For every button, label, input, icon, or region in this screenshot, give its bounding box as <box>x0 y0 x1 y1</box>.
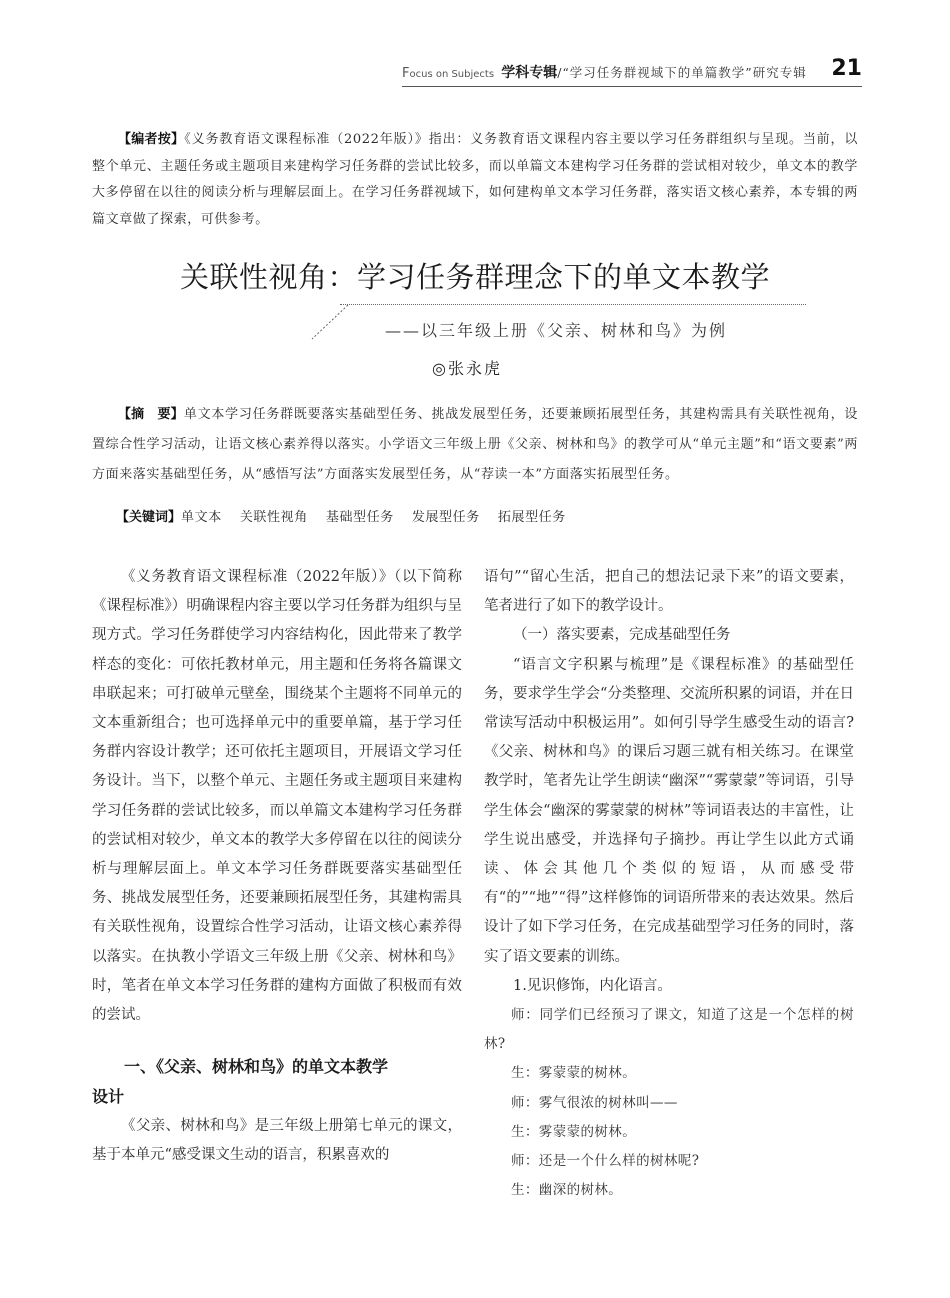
column-name: 学科专辑 <box>501 65 558 81</box>
dialogue-line: 师：还是一个什么样的树林呢? <box>511 1153 700 1170</box>
keyword: 基础型任务 <box>325 510 394 525</box>
keyword: 关联性视角 <box>239 510 308 525</box>
intro-paragraph: 《义务教育语文课程标准（2022年版）》（以下简称《课程标准》）明确课程内容主要以学习任务群为组织与呈现方式。学习任务群使学习内容结构化，因此带来了教学样态的变化：可依托教材单元，用主题和任务将各篇课文串联起来；可打破单元壁垒，围绕某个主题将不同单元的文本重新组合；也可选择单元中的重要单篇，基于学习任务群内容设计教学；还可依托主题项目，开展语文学习任务设计。当下，以整个单元、主题任务或主题项目来建构学习任务群的尝试比较多，而以单篇文本建构学习任务群的尝试相对较少，单文本的教学大多停留在以往的阅读分析与理解层面上。单文本学习任务群既要落实基础型任务、挑战发展型任务，还要兼顾拓展型任务，其建构需具有关联性视角，设置综合性学习活动，让语文核心素养得以落实。在执教小学语文三年级上册《父亲、树林和鸟》时，笔者在单文本学习任务群的建构方面做了积极而有效的尝试。 <box>92 569 462 1024</box>
left-column <box>92 563 462 1171</box>
continued-paragraph: 语句”“留心生活，把自己的想法记录下来”的语文要素，笔者进行了如下的教学设计。 <box>484 569 854 615</box>
editor-note-label: 【编者按】 <box>118 132 185 147</box>
editor-note <box>92 127 858 233</box>
dialogue-line: 生：雾蒙蒙的树林。 <box>511 1123 637 1140</box>
abstract <box>92 400 858 490</box>
title-rule <box>340 304 806 305</box>
title-slash-decoration <box>310 304 350 340</box>
running-header <box>402 56 862 87</box>
dialogue-line: 生：雾蒙蒙的树林。 <box>511 1065 637 1082</box>
dialogue-line: 师：雾气很浓的树林叫—— <box>511 1094 678 1111</box>
keywords-label: 【关键词】 <box>116 510 182 525</box>
section-heading: 一、《父亲、树林和鸟》的单文本教学 设计 <box>92 1057 389 1107</box>
subheading: （一）落实要素，完成基础型任务 <box>513 627 731 644</box>
task-heading: 1.见识修饰，内化语言。 <box>513 977 672 994</box>
series-name: /“学习任务群视域下的单篇教学”研究专辑 <box>557 65 807 80</box>
article-subtitle: ——以三年级上册《父亲、树林和鸟》为例 <box>385 321 728 340</box>
focus-on-subjects-label: Focus on Subjects <box>402 66 495 81</box>
keyword: 发展型任务 <box>411 510 480 525</box>
abstract-text: 单文本学习任务群既要落实基础型任务、挑战发展型任务，还要兼顾拓展型任务，其建构需具有关联性视角，设置综合性学习活动，让语文核心素养得以落实。小学语文三年级上册《父亲、树林和鸟》的教学可从“单元主题”和“语文要素”两方面来落实基础型任务，从“感悟写法”方面落实发展型任务，从“荐读一本”方面落实拓展型任务。 <box>92 407 858 482</box>
abstract-label: 【摘 要】 <box>118 407 184 422</box>
dialogue-line: 生：幽深的树林。 <box>511 1182 623 1199</box>
editor-note-text: 《义务教育语文课程标准（2022年版）》指出：义务教育语文课程内容主要以学习任务群组织与呈现。当前，以整个单元、主题任务或主题项目来建构学习任务群的尝试比较多，而以单篇文本建构学习任务群的尝试相对较少，单文本的教学大多停留在以往的阅读分析与理解层面上。在学习任务群视域下，如何建构单文本学习任务群，落实语文核心素养，本专辑的两篇文章做了探索，可供参考。 <box>92 132 858 227</box>
page-number: 21 <box>831 56 862 81</box>
body-paragraph: “语言文字积累与梳理”是《课程标准》的基础型任务，要求学生学会“分类整理、交流所积累的词语，并在日常读写活动中积极运用”。如何引导学生感受生动的语言?《父亲、树林和鸟》的课后习题三就有相关练习。在课堂教学时，笔者先让学生朗读“幽深”“雾蒙蒙”等词语，引导学生体会“幽深的雾蒙蒙的树林”等词语表达的丰富性，让学生说出感受，并选择句子摘抄。再让学生以此方式诵读、体会其他几个类似的短语，从而感受带有“的”“地”“得”这样修饰的词语所带来的表达效果。然后设计了如下学习任务，在完成基础型学习任务的同时，落实了语文要素的训练。 <box>484 656 854 965</box>
keywords <box>116 506 584 525</box>
right-column <box>484 563 854 1205</box>
dialogue-line: 师：同学们已经预习了课文，知道了这是一个怎样的树林? <box>484 1007 854 1053</box>
section-paragraph: 《父亲、树林和鸟》是三年级上册第七单元的课文，基于本单元“感受课文生动的语言，积累喜欢的 <box>92 1118 462 1164</box>
author-line: ◎张永虎 <box>432 359 502 378</box>
keyword: 单文本 <box>181 510 222 525</box>
keyword: 拓展型任务 <box>497 510 566 525</box>
article-title: 关联性视角：学习任务群理念下的单文本教学 <box>179 260 770 294</box>
